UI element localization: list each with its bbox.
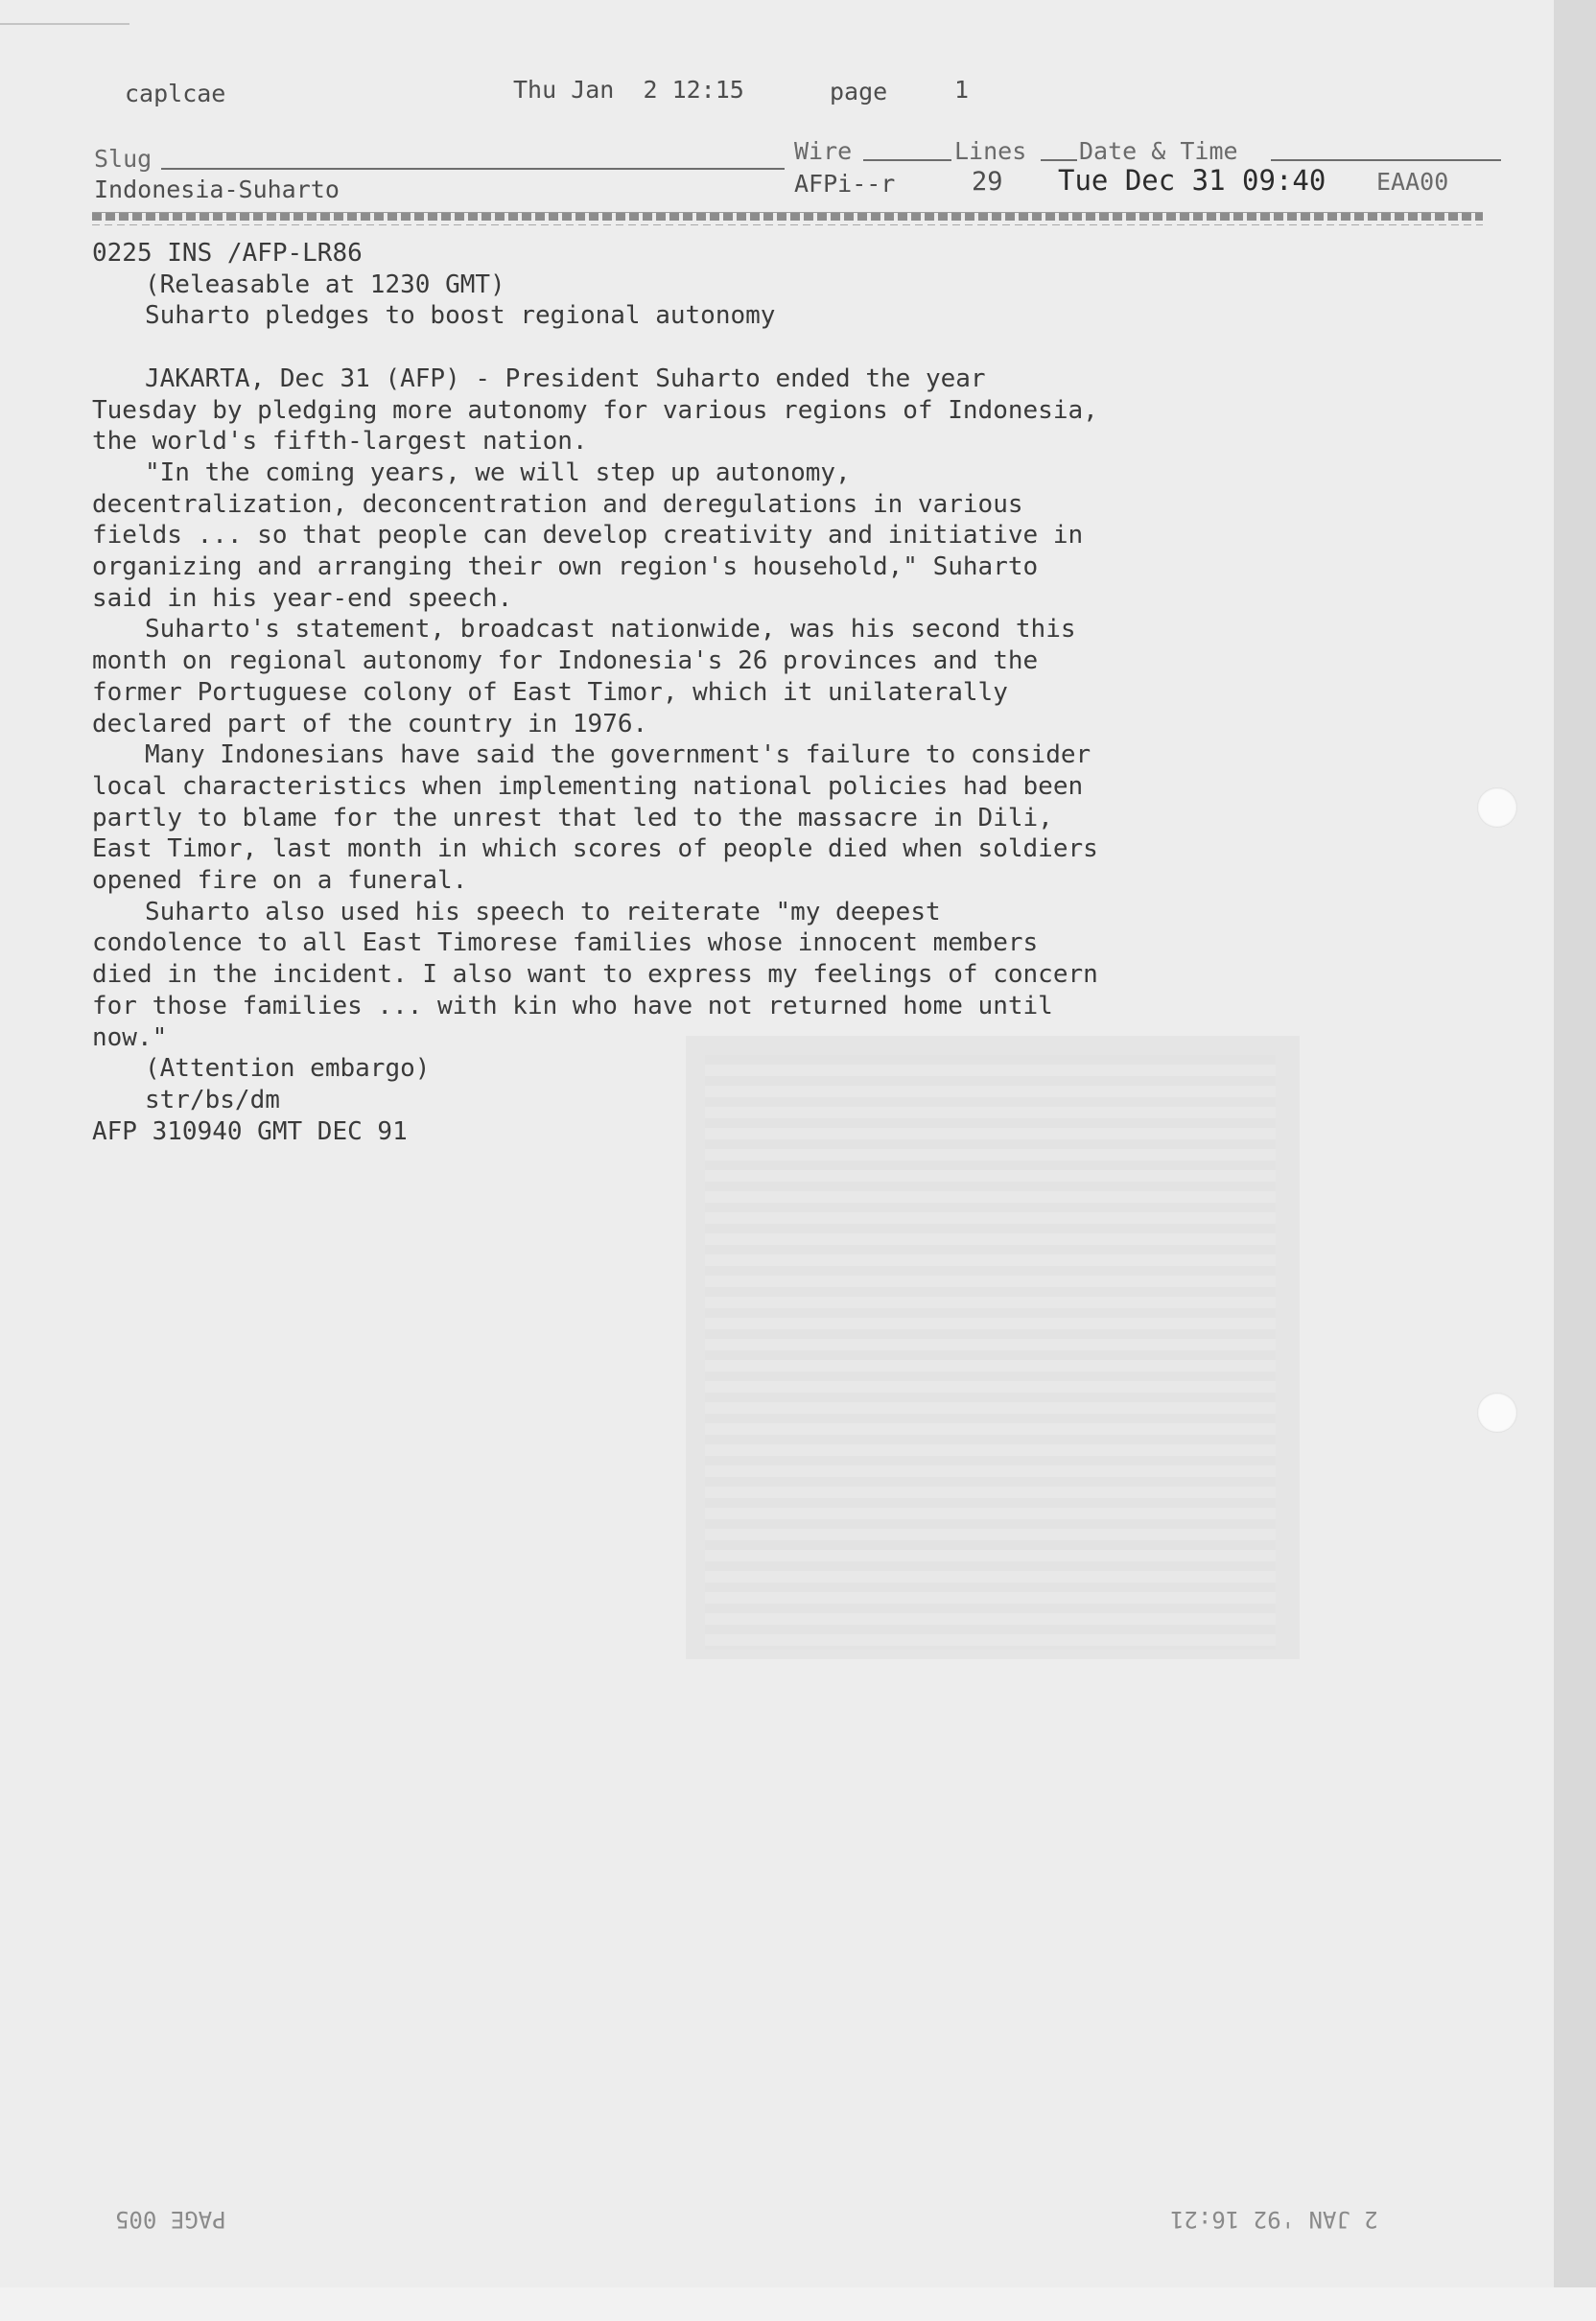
date-underline	[1271, 159, 1501, 161]
article-line: AFP 310940 GMT DEC 91	[92, 1116, 408, 1146]
scan-bottom-edge	[0, 2287, 1596, 2321]
article-line: declared part of the country in 1976.	[92, 709, 648, 738]
print-datetime: Thu Jan 2 12:15	[513, 76, 744, 104]
scan-mark	[0, 23, 129, 25]
article-line: organizing and arranging their own region's household," Suharto	[92, 552, 1039, 582]
article-line: said in his year-end speech.	[92, 583, 513, 613]
article-line: partly to blame for the unrest that led to the massacre in Dili,	[92, 803, 1053, 832]
header-separator-thin	[92, 224, 1483, 225]
punch-hole	[1477, 1393, 1517, 1433]
article-line	[92, 332, 1339, 363]
date-time-label: Date & Time	[1079, 137, 1238, 165]
fax-time-stamp: 2 JAN '92 16:21	[1170, 2206, 1378, 2233]
article-line: East Timor, last month in which scores of people died when soldiers	[92, 834, 1098, 864]
article-line: former Portuguese colony of East Timor, which it unilaterally	[92, 677, 1008, 707]
article-line: the world's fifth-largest nation.	[92, 427, 588, 457]
article-line: local characteristics when implementing national policies had been	[92, 771, 1084, 801]
slug-value: Indonesia-Suharto	[94, 176, 340, 203]
slug-underline	[161, 168, 785, 170]
page-label: page	[830, 78, 888, 106]
article-line: died in the incident. I also want to express my feelings of concern	[92, 960, 1098, 990]
article-line: str/bs/dm	[145, 1085, 280, 1114]
article-line: (Releasable at 1230 GMT)	[145, 270, 505, 299]
article-line: month on regional autonomy for Indonesia's 26 provinces and the	[92, 646, 1039, 676]
article-line: JAKARTA, Dec 31 (AFP) - President Suharto ended the year	[145, 363, 986, 393]
scan-edge	[1554, 0, 1596, 2321]
article-line: opened fire on a funeral.	[92, 866, 468, 896]
date-value: Tue Dec 31 09:40	[1058, 164, 1326, 197]
wire-underline	[863, 159, 951, 161]
lines-label: Lines	[954, 137, 1027, 165]
wire-value: AFPi--r	[794, 170, 896, 198]
article-line: decentralization, deconcentration and deregulations in various	[92, 489, 1023, 519]
wire-label: Wire	[794, 137, 853, 165]
code-value: EAA00	[1376, 168, 1449, 196]
page-number: 1	[954, 76, 970, 104]
article-line: fields ... so that people can develop creativity and initiative in	[92, 521, 1084, 551]
punch-hole	[1477, 787, 1517, 828]
lines-value: 29	[972, 167, 1003, 197]
article-body	[92, 238, 1339, 1147]
slug-label: Slug	[94, 145, 153, 173]
article-line: Suharto's statement, broadcast nationwide, was his second this	[145, 615, 1076, 645]
article-line: now."	[92, 1022, 168, 1052]
article-line: Tuesday by pledging more autonomy for various regions of Indonesia,	[92, 395, 1098, 425]
article-line: 0225 INS /AFP-LR86	[92, 239, 363, 268]
system-name: caplcae	[125, 80, 226, 107]
lines-underline	[1041, 159, 1077, 161]
article-line: for those families ... with kin who have not returned home until	[92, 991, 1053, 1020]
header-separator	[92, 212, 1483, 221]
article-line: Many Indonesians have said the government's failure to consider	[145, 740, 1091, 770]
article-line: condolence to all East Timorese families whose innocent members	[92, 928, 1039, 958]
fax-page-stamp: PAGE 005	[115, 2206, 226, 2233]
article-line: Suharto also used his speech to reiterate "my deepest	[145, 897, 941, 926]
article-line: "In the coming years, we will step up autonomy,	[145, 457, 851, 487]
article-line: Suharto pledges to boost regional autonomy	[145, 301, 776, 331]
article-line: (Attention embargo)	[145, 1054, 431, 1084]
